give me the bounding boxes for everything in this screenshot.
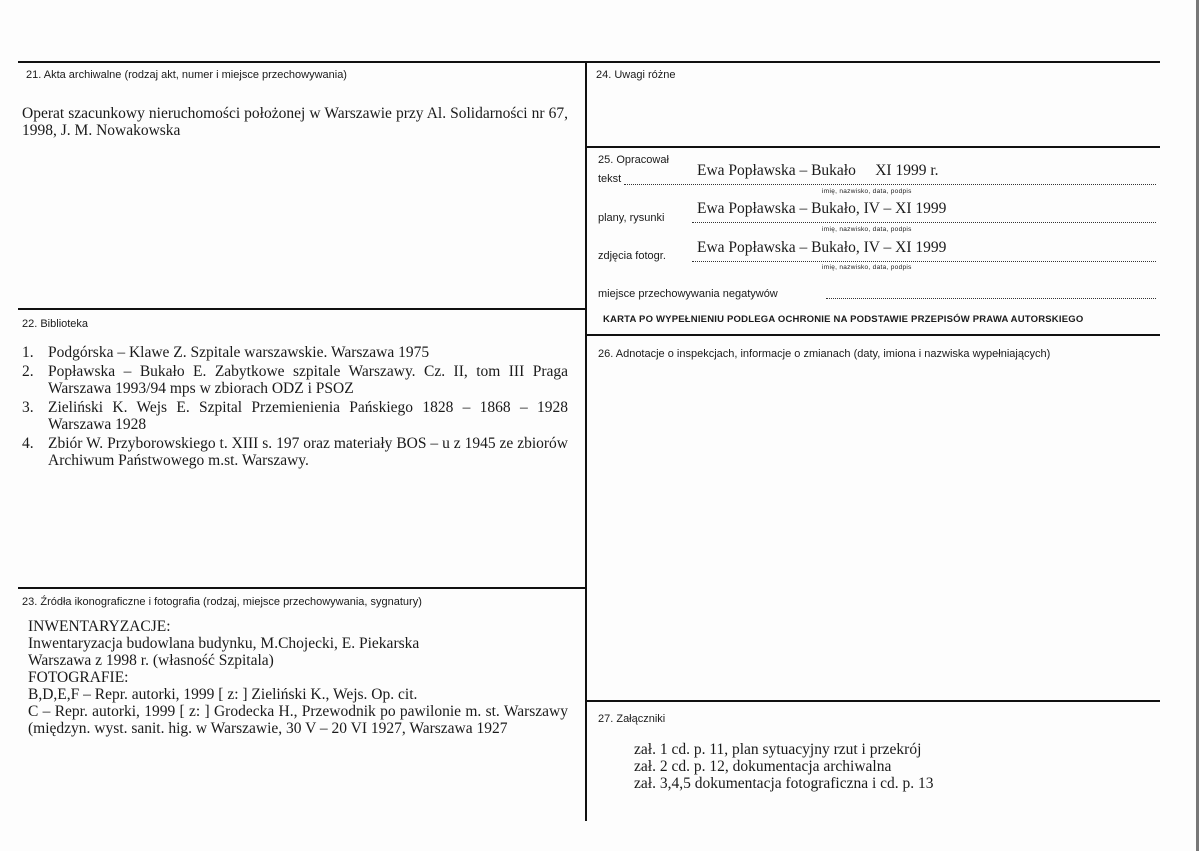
section-22-heading: 22. Biblioteka <box>22 318 89 330</box>
plany-value: Ewa Popławska – Bukało, IV – XI 1999 <box>697 200 947 217</box>
list-item: zał. 1 cd. p. 11, plan sytuacyjny rzut i przekrój <box>634 741 922 758</box>
list-item: 2. Popławska – Bukało E. Zabytkowe szpitale Warszawy. Cz. II, tom III Praga Warszawa 1993/94 mps w zbiorach ODZ i PSOZ <box>22 363 568 397</box>
rule-25-26 <box>586 334 1160 336</box>
bibliography-list <box>22 344 568 471</box>
inventory-line: Warszawa z 1998 r. (własność Szpitala) <box>28 652 274 669</box>
tekst-label: tekst <box>598 173 622 185</box>
list-item: zał. 2 cd. p. 12, dokumentacja archiwalna <box>634 758 892 775</box>
photos-paragraph: C – Repr. autorki, 1999 [ z: ] Grodecka H., Przewodnik po pawilonie m. st. Warszawy (międzyn. wyst. sanit. hig. w Warszawie, 30 V – 20 VI 1927, Warszawa 1927 <box>28 703 568 737</box>
negatywy-dotted-line <box>826 298 1156 299</box>
rule-22-23 <box>18 587 586 589</box>
signature-caption: imię, nazwisko, data, podpis <box>822 188 912 195</box>
section-24-heading: 24. Uwagi różne <box>596 69 676 81</box>
copyright-note: KARTA PO WYPEŁNIENIU PODLEGA OCHRONIE NA PODSTAWIE PRZEPISÓW PRAWA AUTORSKIEGO <box>603 314 1084 325</box>
list-item: 3. Zieliński K. Wejs E. Szpital Przemienienia Pańskiego 1828 – 1868 – 1928 Warszawa 1928 <box>22 399 568 433</box>
list-item: zał. 3,4,5 dokumentacja fotograficzna i cd. p. 13 <box>634 775 934 792</box>
section-27-heading: 27. Załączniki <box>598 713 666 725</box>
tekst-dotted-line <box>624 184 1156 185</box>
negatywy-label: miejsce przechowywania negatywów <box>598 288 778 300</box>
plany-dotted-line <box>692 222 1156 223</box>
photos-heading: FOTOGRAFIE: <box>28 669 129 686</box>
zdjecia-value: Ewa Popławska – Bukało, IV – XI 1999 <box>697 239 947 256</box>
photos-line: B,D,E,F – Repr. autorki, 1999 [ z: ] Zieliński K., Wejs. Op. cit. <box>28 686 418 703</box>
list-item: 4. Zbiór W. Przyborowskiego t. XIII s. 197 oraz materiały BOS – u z 1945 ze zbiorów Archiwum Państwowego m.st. Warszawy. <box>22 435 568 469</box>
attachments-list <box>634 741 934 792</box>
top-rule <box>18 61 1160 63</box>
signature-caption: imię, nazwisko, data, podpis <box>822 226 912 233</box>
center-divider <box>585 61 587 821</box>
section-23-heading: 23. Źródła ikonograficzne i fotografia (rodzaj, miejsce przechowywania, sygnatury) <box>22 596 422 608</box>
list-item: 1. Podgórska – Klawe Z. Szpitale warszawskie. Warszawa 1975 <box>22 344 430 361</box>
zdjecia-dotted-line <box>692 261 1156 262</box>
inventory-heading: INWENTARYZACJE: <box>28 618 171 635</box>
section-25-heading: 25. Opracował <box>598 154 669 166</box>
rule-21-22 <box>18 308 586 310</box>
tekst-value: Ewa Popławska – Bukało XI 1999 r. <box>697 162 939 179</box>
section-26-heading: 26. Adnotacje o inspekcjach, informacje o zmianach (daty, imiona i nazwiska wypełniających) <box>598 348 1051 360</box>
section-21-heading: 21. Akta archiwalne (rodzaj akt, numer i miejsce przechowywania) <box>26 69 347 81</box>
signature-caption: imię, nazwisko, data, podpis <box>822 264 912 271</box>
plany-label: plany, rysunki <box>598 212 665 224</box>
zdjecia-label: zdjęcia fotogr. <box>598 250 666 262</box>
section-21-text: Operat szacunkowy nieruchomości położonej w Warszawie przy Al. Solidarności nr 67, 1998, J. M. Nowakowska <box>22 105 568 139</box>
inventory-line: Inwentaryzacja budowlana budynku, M.Chojecki, E. Piekarska <box>28 635 420 652</box>
rule-26-27 <box>586 700 1160 702</box>
section-23-body <box>28 618 568 737</box>
rule-24-25 <box>586 146 1160 148</box>
